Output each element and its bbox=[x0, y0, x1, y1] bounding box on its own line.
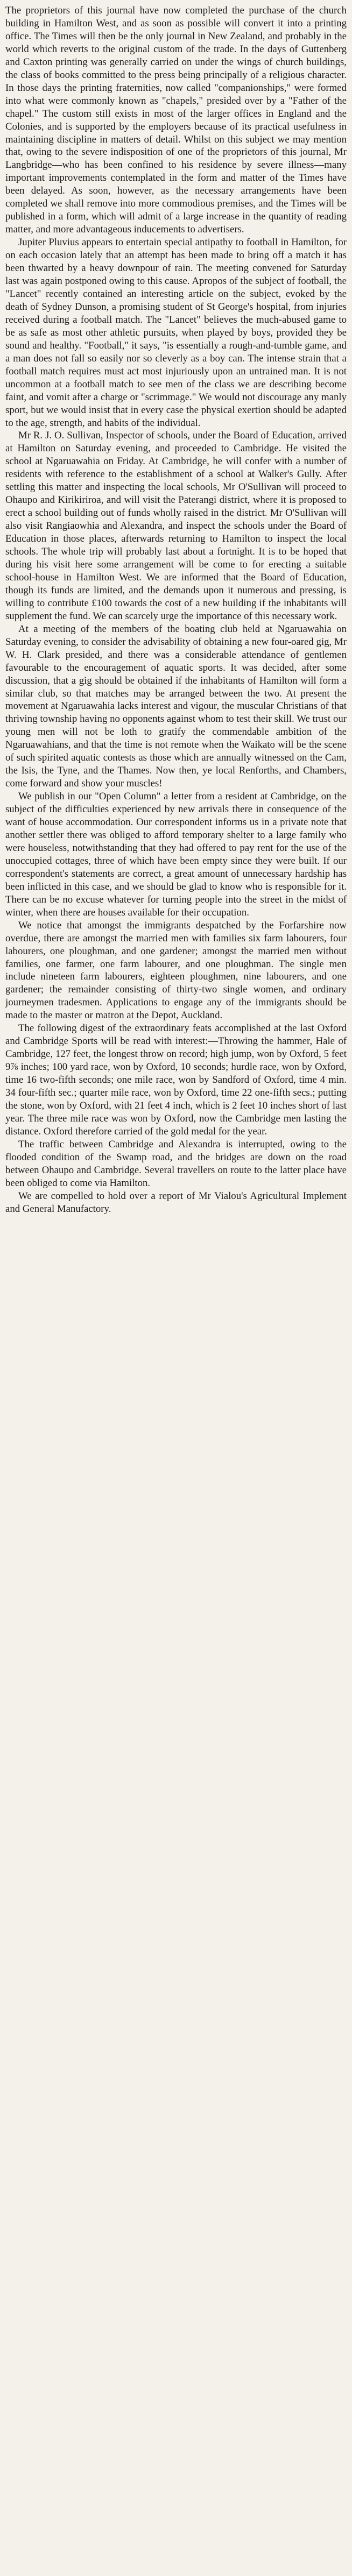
paragraph-schools-inspector: Mr R. J. O. Sullivan, Inspector of schools, under the Board of Education, arrived at Hamilton on Saturday evening, and proceeded to Cambridge. He visited the school at Ngaruawahia on Friday. At Cambridge, he will confer with a number of residents with reference to the establishment of a school at Walker's Gully. After settling this matter and inspecting the local schools, Mr O'Sullivan will proceed to Ohaupo and Kirikiriroa, and will visit the Paterangi district, where it is proposed to erect a school building out of funds wholly raised in the district. Mr O'Sullivan will also visit Rangiaowhia and Alexandra, and inspect the schools under the Board of Education in those places, afterwards returning to Hamilton to inspect the local schools. The whole trip will probably last about a fortnight. It is to be hoped that during his visit here some arrangement will be come to for erecting a suitable school-house in Hamilton West. We are informed that the Board of Education, though its funds are limited, and the demands upon it numerous and pressing, is willing to contribute £100 towards the cost of a new building if the inhabitants will supplement the fund. We can scarcely urge the importance of this necessary work. bbox=[5, 430, 347, 622]
paragraph-boating-club: At a meeting of the members of the boating club held at Ngaruawahia on Saturday evening, to consider the advisability of obtaining a new four-oared gig, Mr W. H. Clark presided, and there was a considerable attendance of gentlemen favourable to the encouragement of aquatic sports. It was decided, after some discussion, that a gig should be obtained if the inhabitants of Hamilton will form a similar club, so that matches may be arranged between the two. At present the movement at Ngaruawahia lacks interest and vigour, the muscular Christians of that thriving township having no opponents against whom to test their skill. We trust our young men will not be loth to gratify the commendable ambition of the Ngaruawahians, and that the time is not remote when the Waikato will be the scene of such spirited aquatic contests as those which are annually witnessed on the Cam, the Isis, the Tyne, and the Thames. Now then, ye local Renforths, and Chambers, come forward and show your muscles! bbox=[5, 623, 347, 790]
paragraph-printing-office: The proprietors of this journal have now completed the purchase of the church building in Hamilton West, and as soon as possible will convert it into a printing office. The Times will then be the only journal in New Zealand, and probably in the world which reverts to the original custom of the trade. In the days of Guttenberg and Caxton printing was generally carried on under the wings of church buildings, the class of books committed to the press being principally of a religious character. In those days the printing fraternities, now called "companionships," were formed into what were commonly known as "chapels," presided over by a "Father of the chapel." The custom still exists in most of the larger offices in England and the Colonies, and is supported by the employers because of its practical usefulness in maintaining discipline in matters of detail. Whilst on this subject we may mention that, owing to the severe indisposition of one of the proprietors of this journal, Mr Langbridge—who has been confined to his residence by severe illness—many important improvements contemplated in the form and matter of the Times have been delayed. As soon, however, as the necessary arrangements have been completed we shall remove into more commodious premises, and the Times will be published in a form, which will admit of a large increase in the quantity of reading matter, and more advantageous inducements to advertisers. bbox=[5, 5, 347, 236]
paragraph-immigrants: We notice that amongst the immigrants despatched by the Forfarshire now overdue, there are amongst the married men with families six farm labourers, four labourers, one ploughman, and one gardener; amongst the married men without families, one farmer, one farm labourer, and one ploughman. The single men include nineteen farm labourers, eighteen ploughmen, nine labourers, and one gardener; the remainder consisting of thirty-two single women, and ordinary journeymen tradesmen. Applications to engage any of the immigrants should be made to the master or matron at the Depot, Auckland. bbox=[5, 919, 347, 1021]
paragraph-football: Jupiter Pluvius appears to entertain special antipathy to football in Hamilton, for on each occasion lately that an attempt has been made to bring off a match it has been thwarted by a heavy downpour of rain. The meeting convened for Saturday last was again postponed owing to this cause. Apropos of the subject of football, the "Lancet" recently contained an interesting article on the subject, evoked by the death of Sydney Dunson, a promising student of St George's hospital, from injuries received during a football match. The "Lancet" believes the much-abused game to be as safe as most other athletic pursuits, when played by boys, provided they be sound and healthy. "Football," it says, "is essentially a rough-and-tumble game, and a man does not fall so easily nor so cleverly as a boy can. The intense strain that a football match requires must act most injuriously upon an untrained man. It is not uncommon at a football match to see men of the class we are describing become faint, and vomit after a charge or "scrimmage." We would not discourage any manly sport, but we would insist that in every case the physical exertion should be adapted to the age, strength, and habits of the individual. bbox=[5, 237, 347, 429]
paragraph-held-over: We are compelled to hold over a report of Mr Vialou's Agricultural Implement and General Manufactory. bbox=[5, 1190, 347, 1215]
paragraph-university-sports: The following digest of the extraordinary feats accomplished at the last Oxford and Cambridge Sports will be read with interest:—Throwing the hammer, Hale of Cambridge, 127 feet, the longest throw on record; high jump, won by Oxford, 5 feet 9⅞ inches; 100 yard race, won by Oxford, 10 seconds; hurdle race, won by Oxford, time 16 two-fifth seconds; one mile race, won by Sandford of Oxford, time 4 min. 34 four-fifth sec.; quarter mile race, won by Oxford, time 22 one-fifth secs.; putting the stone, won by Oxford, with 21 feet 4 inch, which is 2 feet 10 inches short of last year. The three mile race was won by Oxford, now the Cambridge men lasting the distance. Oxford therefore carried of the gold medal for the year. bbox=[5, 1023, 347, 1137]
news-column bbox=[5, 4, 347, 1216]
paragraph-traffic: The traffic between Cambridge and Alexandra is interrupted, owing to the flooded condition of the Swamp road, and the bridges are down on the road between Ohaupo and Cambridge. Several travellers on route to the latter place have been obliged to come via Hamilton. bbox=[5, 1138, 347, 1189]
paragraph-cambridge-housing: We publish in our "Open Column" a letter from a resident at Cambridge, on the subject of the difficulties experienced by new arrivals there in consequence of the want of house accommodation. Our correspondent informs us in a private note that another settler there was obliged to afford temporary shelter to a large family who were houseless, notwithstanding that they had offered to pay rent for the use of the unoccupied cottages, three of which have been empty since they were built. If our correspondent's statements are correct, a great amount of unnecessary hardship has been inflicted in this case, and we should be glad to know who is responsible for it. There can be no excuse whatever for turning people into the street in the midst of winter, when there are houses available for their occupation. bbox=[5, 791, 347, 918]
